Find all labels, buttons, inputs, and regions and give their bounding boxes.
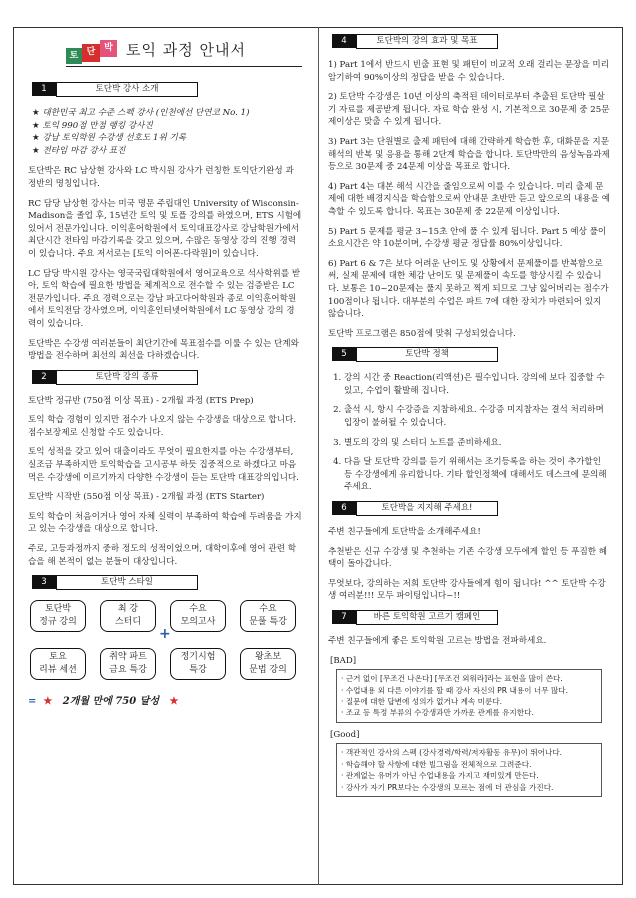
style-box: [30, 648, 86, 680]
style-box-line: 수요: [189, 604, 207, 615]
style-box-line: 토단박: [44, 604, 72, 615]
plus-icon: +: [159, 626, 171, 643]
style-box-line: 왕초보: [254, 652, 282, 663]
paragraph: 주변 친구들에게 좋은 토익학원 고르는 방법을 전파하세요.: [328, 636, 547, 646]
bad-box: [336, 669, 602, 723]
good-item: · 학습해야 할 사항에 대한 빌그림을 전체적으로 그려준다.: [341, 759, 597, 770]
good-box: [336, 743, 602, 797]
style-box-line: 토요: [49, 652, 67, 663]
good-item: · 강사가 자기 PR보다는 수강생의 모르는 점에 더 관심을 가진다.: [341, 782, 597, 793]
paragraph: 주변 친구들에게 토단박을 소개해주세요!: [328, 527, 481, 538]
style-box-line: 취약 파트: [109, 652, 147, 663]
section-number: 2: [32, 370, 56, 384]
section-number: 4: [332, 34, 356, 48]
section-5-header: [328, 347, 610, 362]
highlight-item: ★ 대한민국 최고 수준 스펙 강사 (인천에선 단연코 No. 1): [32, 107, 302, 120]
section-number: 5: [332, 347, 356, 361]
section-title: 토단박 강의 종류: [56, 370, 198, 385]
title-row: [28, 34, 302, 72]
style-box: [30, 600, 86, 632]
star-icon: ★: [162, 696, 179, 708]
tdb-logo: [66, 40, 118, 64]
style-box-line: 특강: [189, 665, 207, 676]
good-item: · 객관적인 강사의 스펙 (강사경력/학력/저자활동 유무)이 뛰어나다.: [341, 747, 597, 758]
style-box-line: 최 강: [117, 604, 139, 615]
bad-item: · 조교 등 특정 부류의 수강생과만 가까운 관계를 유지한다.: [341, 707, 597, 718]
star-icon: ★: [39, 696, 60, 708]
paragraph: 토단박 정규반 (750점 이상 목표) - 2개월 과정 (ETS Prep): [28, 395, 254, 406]
style-box-line: 모의고사: [180, 617, 216, 628]
style-box-line: 정기시험: [180, 652, 216, 663]
logo-char-1: 토: [69, 51, 79, 61]
policy-item: 4. 다음 달 토단박 강의를 듣기 위해서는 조기등록을 하는 것이 추가할인 등 수강생에게 유리합니다. 기타 할인정책에 대해서도 데스크에 문의해 주세요.: [344, 456, 610, 494]
policy-item: 3. 별도의 강의 및 스터디 노트를 준비하세요.: [344, 437, 610, 450]
section-title: 토단박을 지지해 주세요!: [356, 501, 498, 516]
style-box-line: 수요: [259, 604, 277, 615]
policy-item: 1. 강의 시간 중 Reaction(리액션)은 필수입니다. 강의에 보다 집중할 수 있고, 수업이 활발해 집니다.: [344, 372, 610, 397]
column-divider: [318, 27, 319, 885]
style-box-line: 금요 특강: [109, 665, 147, 676]
paragraph: 토단박은 RC 남상현 강사와 LC 박시원 강사가 런칭한 토익단기완성 과정반의 명칭입니다.: [28, 166, 294, 189]
section-number: 6: [332, 501, 356, 515]
style-box: [100, 600, 156, 632]
logo-block-3: [100, 40, 117, 57]
paragraph: 추천받은 신규 수강생 및 추천하는 기존 수강생 모두에게 할인 등 푸짐한 혜택이 돌아갑니다.: [328, 546, 608, 570]
section-number: 3: [32, 575, 56, 589]
bad-item: · 질문에 대한 답변에 성의가 없거나 계속 미룬다.: [341, 696, 597, 707]
style-box-line: 정규 강의: [39, 617, 77, 628]
style-box-line: 문풀 특강: [249, 617, 287, 628]
result-text: 2개월 만에 750 달성: [62, 696, 160, 708]
bad-item: · 근거 없이 [무조건 나온다] [무조건 외워라]라는 표현을 많이 쓴다.: [341, 673, 597, 684]
equals-sign: =: [28, 696, 37, 708]
paragraph: 2) 토단박 수강생은 10년 이상의 축적된 데이터로부터 추출된 토단박 필살기 자료를 제공받게 됩니다. 자료 학습 완성 시, 기본적으로 30문제 중 25문제이상은 맞출 수 있게 됩니다.: [328, 92, 610, 128]
paragraph: 4) Part 4는 대본 해석 시간을 줄임으로써 이를 수 있습니다. 미리 출제 문제에 대한 배경지식을 학습함으로써 안내문 초반만 듣고 앞으로의 내용을 예측할 수 있도록 합니다. 목표는 30문제 중 22문제 이상입니다.: [328, 181, 610, 217]
section-title: 바른 토익학원 고르기 캠페인: [356, 610, 498, 625]
policy-item: 2. 출석 시, 항시 수강증을 지참하세요. 수강증 미지참자는 결석 처리하며 입장이 불허될 수 있습니다.: [344, 404, 610, 429]
paragraph: 6) Part 6 & 7은 보다 어려운 난이도 및 상황에서 문제풀이를 반복함으로써, 실제 문제에 대한 체감 난이도 및 문제풀이 속도를 향상시킬 수 있습니다. 보통은 10~20문제는 풀지 못하고 찍게 되므로 그냥 잃어버리는 점수가 100점이나 됩니다. 대부분의 수업은 파트 7에 대한 장치가 마련되어 있지 않습니다.: [328, 258, 609, 320]
section-number: 1: [32, 82, 56, 96]
section-title: 토단박 스타일: [56, 575, 198, 590]
section-3-header: [28, 575, 302, 590]
style-box-line: 리뷰 세션: [39, 665, 77, 676]
paragraph: 토단박 시작반 (550점 이상 목표) - 2개월 과정 (ETS Starter): [28, 492, 265, 503]
section-4-header: [328, 34, 610, 49]
style-box-line: 스터디: [114, 617, 142, 628]
style-box: [170, 600, 226, 632]
style-box: [240, 600, 296, 632]
paragraph: 토익 성적을 갖고 있어 대출이라도 무엇이 필요한지를 아는 수강생부터, 실조금 부족하지만 토익학습을 고시공부 하듯 집중적으로 하겠다고 마음먹은 수강생에 이르기까지 다양한 수강생이 듣는 토단박 대표강의입니다.: [28, 447, 299, 483]
highlight-item: ★ 토익 990점 만점 랭킹 강사진: [32, 120, 302, 133]
section-2-header: [28, 370, 302, 385]
style-grid: [28, 600, 302, 692]
section-6-header: [328, 501, 610, 516]
paragraph: 토단박 프로그램은 850점에 맞춰 구성되었습니다.: [328, 328, 516, 339]
title-rule: [66, 66, 302, 67]
highlight-item: ★ 강남 토익학원 수강생 선호도 1위 기록: [32, 132, 302, 145]
right-column: [328, 30, 610, 803]
paragraph: 무엇보다, 강의하는 저희 토단박 강사들에게 힘이 됩니다! ^^ 토단박 수강생 여러분!!! 모두 파이팅입니다~!!: [328, 578, 606, 602]
highlight-item: ★ 전타임 마감 강사 표진: [32, 145, 302, 158]
good-item: · 관계없는 유머가 아닌 수업내용을 가지고 재미있게 만든다.: [341, 770, 597, 781]
paragraph: RC 담당 남상현 강사는 미국 명문 주립대인 University of Wisconsin-Madison을 졸업 후, 15년간 토익 및 토플 강의를 하였으며, ETS 시험에 있어서 전문가입니다. 이익훈어학원에서 토익대표강사로 강남학원가에서 최단시간 전타임 마감기록을 갖고 있으며, 수많은 동영상 강의 진행 경력이 있습니다. 주요 저서로는 [토익 이어폰-다락원]이 있습니다.: [28, 198, 302, 259]
paragraph: LC 담당 박시원 강사는 영국국립대학원에서 영어교육으로 석사학위를 받아, 토익 학습에 필요한 방법을 체계적으로 전수할 수 있는 검증받은 LC 전문가입니다. 주요 경력으로는 강남 파고다어학원과 종로 이익훈어학원에서 토익전담 강사였으며, 이익훈인터넷어학원에서 LC 동영상 강의 경력이 있습니다.: [28, 268, 301, 329]
section-number: 7: [332, 610, 356, 624]
section-title: 토단박의 강의 효과 및 목표: [356, 34, 498, 49]
logo-block-1: [66, 48, 82, 64]
instructor-highlights: [28, 107, 302, 157]
style-box-line: 문법 강의: [249, 665, 287, 676]
paragraph: 5) Part 5 문제를 평균 3~15초 안에 풀 수 있게 됩니다. Part 5 예상 풀이소요시간은 약 10분이며, 수강생 평균 정답률 80%이상입니다.: [328, 226, 607, 250]
paragraph: 토익 학습이 처음이거나 영어 자체 실력이 부족하여 학습에 두려움을 가지고 있는 수강생을 대상으로 합니다.: [28, 511, 302, 535]
section-7-header: [328, 610, 610, 625]
bad-label: [BAD]: [330, 655, 357, 666]
style-box: [100, 648, 156, 680]
style-box: [170, 648, 226, 680]
section-1-header: [28, 82, 302, 97]
bad-item: · 수업내용 외 다른 이야기를 할 때 강사 자신의 PR 내용이 너무 많다.: [341, 685, 597, 696]
logo-char-3: 박: [104, 43, 113, 53]
paragraph: 토익 학습 경험이 있지만 점수가 나오지 않는 수강생을 대상으로 합니다. 점수보장제로 신청할 수도 있습니다.: [28, 415, 297, 438]
paragraph: 주로, 고등과정까지 중하 정도의 성적이었으며, 대학이후에 영어 관련 학습을 해 본적이 없는 분들이 대상입니다.: [28, 544, 297, 567]
section-title: 토단박 정책: [356, 347, 498, 362]
good-label: [Good]: [330, 729, 360, 740]
paragraph: 3) Part 3는 단원별로 출제 패턴에 대해 간략하게 학습한 후, 대화문을 지문해석의 반복 및 응용을 통해 2단계 학습을 합니다. 토단박만의 음성녹음과제 등으로 30문제 중 24문제 이상을 목표로 합니다.: [328, 136, 610, 173]
logo-block-2: [82, 44, 100, 62]
logo-char-2: 단: [86, 47, 96, 57]
style-result: [28, 696, 302, 709]
paragraph: 1) Part 1에서 반드시 빈출 표현 및 패턴이 비교적 오래 걸리는 문장을 미리 암기하여 90%이상의 정답을 받을 수 있습니다.: [328, 60, 609, 83]
policy-list: [328, 372, 610, 494]
style-box: [240, 648, 296, 680]
document-title: 토익 과정 안내서: [126, 41, 246, 59]
paragraph: 토단박은 수강생 여러분들이 최단기간에 목표점수를 이룰 수 있는 단계와 방법을 전수하며 최선의 최선을 다하겠습니다.: [28, 338, 299, 362]
section-title: 토단박 강사 소개: [56, 82, 198, 97]
left-column: [28, 30, 302, 709]
